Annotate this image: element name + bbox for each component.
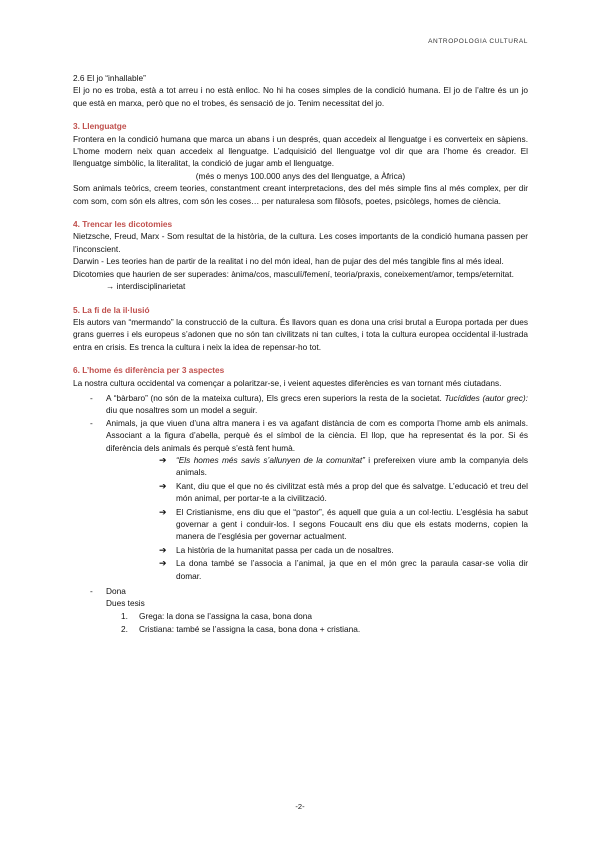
tesis-item — [73, 623, 528, 635]
arrow-item-text: El Cristianisme, ens diu que el “pastor”, és aquell que guia a un col·lectiu. L’església ha sabut governar a gent i conduir-los. I segons Foucault ens diu que els estats moderns, copien la manera de l’església per governar actualment. — [176, 506, 528, 542]
arrow-item — [73, 480, 528, 505]
list-item-barbaro — [73, 392, 528, 417]
arrow-list — [73, 454, 528, 582]
tesis-text: Grega: la dona se l’assigna la casa, bona dona — [139, 610, 312, 621]
arrow-item-text: La dona també se l’associa a l’animal, ja que en el món grec la paraula casar-se volia dir domar. — [176, 558, 528, 581]
section-3-note: (més o menys 100.000 anys des del llenguatge, a Àfrica) — [195, 170, 406, 181]
section-2-6-body: El jo no es troba, està a tot arreu i no està enlloc. No hi ha coses simples de la condició humana. El jo de l’altre és un jo que està en marxa, però que no el trobes, és sensació de jo. Tenim necessitat del jo. — [73, 85, 528, 108]
running-header: ANTROPOLOGIA CULTURAL — [428, 38, 528, 45]
arrow-icon: ➔ — [159, 558, 167, 569]
barbaro-text: A “bàrbaro” (no són de la mateixa cultura), Els grecs eren superiors la resta de la societat. — [106, 392, 442, 403]
arrow-item — [73, 506, 528, 543]
section-4-paragraph-3: Dicotomies que haurien de ser superades: ànima/cos, masculí/femení, teoria/praxis, coneixement/amor, temps/eternitat. — [73, 268, 514, 279]
section-2-6-title: 2.6 El jo “inhallable” — [73, 73, 146, 83]
section-4-paragraph-1: Nietzsche, Freud, Marx - Som resultat de la història, de la cultura. Les coses importants de la condició humana passen per l’inconscient. — [73, 231, 528, 254]
tesis-item — [73, 610, 528, 622]
arrow-item — [73, 557, 528, 582]
section-3-paragraph-2: Som animals teòrics, creem teories, constantment creant interpretacions, des del més simple fins al més complex, per dir com som, com són els altres, com són les coses… per naturalesa som filòsofs, poetes, psicòlegs, homes de ciència. — [73, 183, 528, 206]
section-4-title: 4. Trencar les dicotomies — [73, 219, 173, 230]
arrow-item-quote: “Els homes més savis s’allunyen de la comunitat” — [176, 454, 365, 465]
page-content — [73, 72, 528, 637]
tesis-number: 1. — [121, 610, 128, 621]
dona-text: Dona — [106, 586, 126, 597]
dash-bullet: - — [90, 586, 93, 597]
arrow-icon: ➔ — [159, 480, 167, 491]
section-6-intro: La nostra cultura occidental va començar a polaritzar-se, i veient aquestes diferències es van tornant més ciutadans. — [73, 377, 502, 388]
section-6-title: 6. L’home és diferència per 3 aspectes — [73, 365, 225, 376]
list-item-animals — [73, 417, 528, 582]
tesis-number: 2. — [121, 624, 128, 635]
tucidides-text: Tucídides (autor grec): — [444, 392, 528, 403]
section-3-title: 3. Llenguatge — [73, 121, 127, 132]
arrow-item-text: La història de la humanitat passa per cada un de nosaltres. — [176, 544, 394, 555]
dash-bullet: - — [90, 417, 93, 428]
barbaro-text-end: diu que nosaltres som un model a seguir. — [106, 405, 258, 416]
arrow-item — [73, 544, 528, 556]
arrow-item-text: i prefereixen viure amb la companyia dels animals. — [176, 454, 528, 478]
section-5-body: Els autors van “mermando” la construcció de la cultura. És llavors quan es dona una crisi brutal a Europa portada per dues grans guerres i els europeus s’adonen que no són tan civilitzats ni tan cultes, i tota la cultura europea occidental il·lustrada entra en crisis. Es trenca la cultura i neix la idea de repensar-ho tot. — [73, 316, 528, 352]
dues-tesis-label: Dues tesis — [106, 598, 145, 609]
arrow-icon: ➔ — [159, 544, 167, 555]
arrow-item — [73, 454, 528, 479]
tesis-text: Cristiana: també se l’assigna la casa, bona dona + cristiana. — [139, 624, 361, 635]
dash-bullet: - — [90, 392, 93, 403]
arrow-icon: ➔ — [159, 506, 167, 517]
section-3-paragraph-1: Frontera en la condició humana que marca un abans i un després, quan accedeix al llenguatge i es converteix en sàpiens. L’home modern neix quan accedeix al llenguatge. L’adquisició del llenguatge vol dir que ara l’home és creador. El llenguatge simbòlic, la literalitat, la condició de jugar amb el llenguatge. — [73, 133, 528, 169]
arrow-icon: ➔ — [159, 454, 167, 465]
arrow-item-text: Kant, diu que el que no és civilitzat està més a prop del que és salvatge. L’educació et treu del món animal, per portar-te a la civilització. — [176, 480, 528, 504]
section-6-list — [73, 392, 528, 636]
tesis-list — [73, 610, 528, 636]
section-4-paragraph-2: Darwin - Les teories han de partir de la realitat i no del món ideal, han de pujar des del més tangible fins al més ideal. — [73, 256, 504, 267]
list-item-dona — [73, 585, 528, 636]
animals-text: Animals, ja que viuen d’una altra manera i es va agafant distància de com es comporta l’home amb els animals. Associant a la figura d’abella, perquè és el símbol de la ciència. El llop, que ha representat és la por. Si és diferència dels animals és perquè s’està fent humà. — [106, 417, 528, 453]
section-4-arrow-note: → interdisciplinarietat — [106, 281, 186, 292]
page-number: -2- — [295, 802, 305, 811]
section-5-title: 5. La fi de la il·lusió — [73, 304, 150, 315]
